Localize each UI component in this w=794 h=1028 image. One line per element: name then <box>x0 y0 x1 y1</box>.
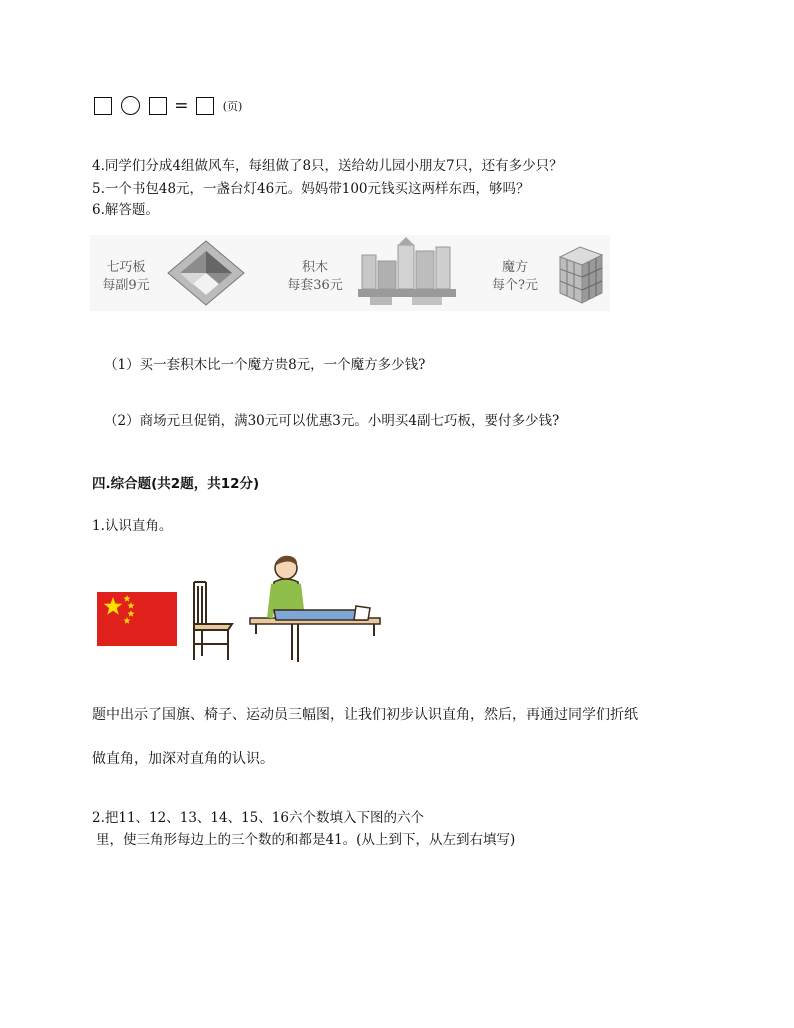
blocks-image <box>356 237 460 307</box>
question-2-line2: 里，使三角形每边上的三个数的和都是41。(从上到下，从左到右填写) <box>96 832 516 848</box>
equals-sign: = <box>174 95 189 116</box>
flag-image <box>97 592 177 646</box>
tangram-name: 七巧板 <box>106 260 146 275</box>
blocks-price: 每套36元 <box>287 278 343 293</box>
subquestion-2: （2）商场元旦促销，满30元可以优惠3元。小明买4副七巧板，要付多少钱? <box>104 413 560 429</box>
blocks-caption <box>280 259 350 295</box>
cube-price: 每个?元 <box>492 278 538 293</box>
question-1-description-line2: 做直角，加深对直角的认识。 <box>92 751 274 767</box>
section-heading: 四.综合题(共2题，共12分) <box>92 476 260 492</box>
cube-image <box>552 245 608 305</box>
blocks-name: 积木 <box>301 260 328 275</box>
formula-row <box>94 95 242 116</box>
question-6: 6.解答题。 <box>92 202 159 218</box>
product-strip <box>90 235 610 311</box>
page-label: (页) <box>222 99 243 113</box>
tangram-price: 每副9元 <box>102 278 150 293</box>
athlete-image <box>246 552 382 664</box>
tangram-caption <box>94 259 158 295</box>
answer-box[interactable] <box>149 97 167 115</box>
cube-caption <box>484 259 546 295</box>
question-5: 5.一个书包48元，一盏台灯46元。妈妈带100元钱买这两样东西，够吗？ <box>92 181 530 197</box>
tangram-image <box>166 239 246 307</box>
answer-box[interactable] <box>196 97 214 115</box>
question-1-title: 1.认识直角。 <box>92 518 173 534</box>
operator-circle[interactable] <box>121 96 140 115</box>
cube-name: 魔方 <box>501 260 528 275</box>
subquestion-1: （1）买一套积木比一个魔方贵8元，一个魔方多少钱? <box>104 357 426 373</box>
chair-image <box>188 578 238 662</box>
question-2-line1: 2.把11、12、13、14、15、16六个数填入下图的六个 <box>92 810 424 826</box>
answer-box[interactable] <box>94 97 112 115</box>
question-1-description-line1: 题中出示了国旗、椅子、运动员三幅图，让我们初步认识直角，然后，再通过同学们折纸 <box>92 707 638 723</box>
question-4: 4.同学们分成4组做风车，每组做了8只，送给幼儿园小朋友7只，还有多少只？ <box>92 158 563 174</box>
